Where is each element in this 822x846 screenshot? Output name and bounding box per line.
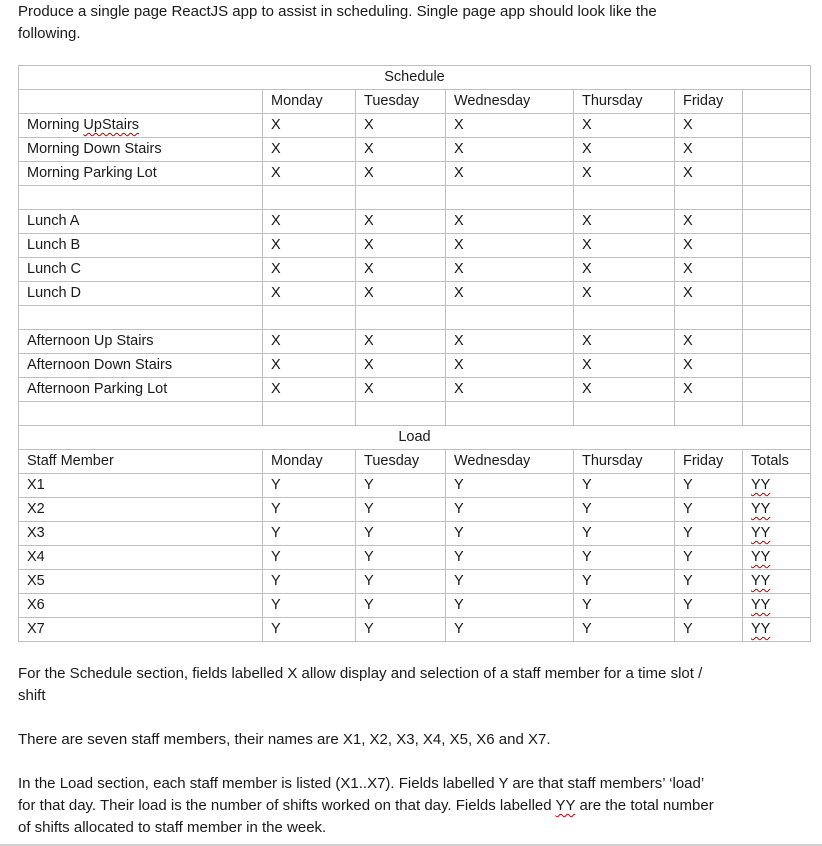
schedule-row bbox=[19, 282, 811, 306]
weekly-total-value: YY bbox=[751, 621, 771, 637]
shift-slot-select[interactable]: X bbox=[574, 138, 675, 162]
shift-slot-select[interactable]: X bbox=[263, 234, 356, 258]
daily-load: Y bbox=[263, 618, 356, 642]
weekly-total-value: YY bbox=[751, 597, 771, 613]
schedule-row bbox=[19, 210, 811, 234]
spacer-cell bbox=[743, 306, 811, 330]
schedule-row bbox=[19, 354, 811, 378]
spellcheck-flagged-word: YY bbox=[555, 797, 576, 814]
shift-slot-select[interactable]: X bbox=[356, 210, 446, 234]
spacer-cell bbox=[263, 306, 356, 330]
load-row bbox=[19, 594, 811, 618]
schedule-day-header: Friday bbox=[675, 90, 743, 114]
schedule-day-header: Wednesday bbox=[446, 90, 574, 114]
staff-name: X5 bbox=[19, 570, 263, 594]
daily-load: Y bbox=[263, 522, 356, 546]
spacer-cell bbox=[446, 306, 574, 330]
shift-slot-select[interactable]: X bbox=[263, 114, 356, 138]
shift-slot-select[interactable]: X bbox=[356, 378, 446, 402]
shift-slot-select[interactable]: X bbox=[263, 378, 356, 402]
weekly-total bbox=[743, 474, 811, 498]
shift-label: Afternoon Parking Lot bbox=[19, 378, 263, 402]
daily-load: Y bbox=[446, 618, 574, 642]
load-description-paragraph bbox=[18, 773, 718, 839]
shift-slot-select[interactable]: X bbox=[356, 138, 446, 162]
load-header: Wednesday bbox=[446, 450, 574, 474]
shift-slot-select[interactable]: X bbox=[356, 354, 446, 378]
spacer-cell bbox=[574, 306, 675, 330]
shift-slot-select[interactable]: X bbox=[356, 114, 446, 138]
load-title-row bbox=[19, 426, 811, 450]
shift-slot-select[interactable]: X bbox=[263, 354, 356, 378]
daily-load: Y bbox=[263, 570, 356, 594]
schedule-title: Schedule bbox=[19, 66, 811, 90]
weekly-total bbox=[743, 594, 811, 618]
empty-cell bbox=[743, 378, 811, 402]
shift-slot-select[interactable]: X bbox=[446, 138, 574, 162]
spacer-cell bbox=[356, 186, 446, 210]
shift-slot-select[interactable]: X bbox=[446, 162, 574, 186]
load-header: Monday bbox=[263, 450, 356, 474]
spacer-cell bbox=[446, 186, 574, 210]
empty-cell bbox=[743, 354, 811, 378]
schedule-description-paragraph: For the Schedule section, fields labelled X allow display and selection of a staff member for a time slot / shift bbox=[18, 665, 703, 704]
daily-load: Y bbox=[574, 546, 675, 570]
shift-slot-select[interactable]: X bbox=[675, 282, 743, 306]
daily-load: Y bbox=[356, 594, 446, 618]
shift-slot-select[interactable]: X bbox=[574, 282, 675, 306]
shift-slot-select[interactable]: X bbox=[356, 234, 446, 258]
shift-slot-select[interactable]: X bbox=[574, 234, 675, 258]
schedule-row bbox=[19, 138, 811, 162]
shift-slot-select[interactable]: X bbox=[675, 354, 743, 378]
shift-slot-select[interactable]: X bbox=[446, 258, 574, 282]
spacer-cell bbox=[19, 402, 263, 426]
staff-names-paragraph: There are seven staff members, their names are X1, X2, X3, X4, X5, X6 and X7. bbox=[18, 731, 551, 748]
empty-cell bbox=[743, 234, 811, 258]
shift-label: Lunch B bbox=[19, 234, 263, 258]
empty-cell bbox=[743, 210, 811, 234]
shift-slot-select[interactable]: X bbox=[574, 162, 675, 186]
shift-slot-select[interactable]: X bbox=[675, 378, 743, 402]
schedule-day-header: Thursday bbox=[574, 90, 675, 114]
shift-slot-select[interactable]: X bbox=[263, 330, 356, 354]
weekly-total-value: YY bbox=[751, 525, 771, 541]
shift-label: Lunch A bbox=[19, 210, 263, 234]
schedule-day-header: Tuesday bbox=[356, 90, 446, 114]
weekly-total bbox=[743, 570, 811, 594]
shift-slot-select[interactable]: X bbox=[446, 354, 574, 378]
spacer-cell bbox=[263, 186, 356, 210]
weekly-total bbox=[743, 546, 811, 570]
daily-load: Y bbox=[675, 474, 743, 498]
daily-load: Y bbox=[574, 594, 675, 618]
daily-load: Y bbox=[446, 474, 574, 498]
empty-cell bbox=[743, 114, 811, 138]
shift-slot-select[interactable]: X bbox=[446, 378, 574, 402]
shift-slot-select[interactable]: X bbox=[263, 258, 356, 282]
spacer-cell bbox=[675, 402, 743, 426]
spacer-row bbox=[19, 402, 811, 426]
load-row bbox=[19, 570, 811, 594]
weekly-total-value: YY bbox=[751, 477, 771, 493]
shift-slot-select[interactable]: X bbox=[574, 330, 675, 354]
schedule-day-header-row bbox=[19, 90, 811, 114]
daily-load: Y bbox=[263, 546, 356, 570]
daily-load: Y bbox=[675, 618, 743, 642]
staff-name: X7 bbox=[19, 618, 263, 642]
weekly-total-value: YY bbox=[751, 573, 771, 589]
daily-load: Y bbox=[675, 546, 743, 570]
shift-label: Lunch D bbox=[19, 282, 263, 306]
load-header: Tuesday bbox=[356, 450, 446, 474]
spacer-cell bbox=[675, 306, 743, 330]
spacer-cell bbox=[356, 402, 446, 426]
load-header: Friday bbox=[675, 450, 743, 474]
daily-load: Y bbox=[675, 498, 743, 522]
empty-cell bbox=[743, 258, 811, 282]
shift-label: Afternoon Up Stairs bbox=[19, 330, 263, 354]
shift-slot-select[interactable]: X bbox=[675, 234, 743, 258]
load-description-text: In the Load section, each staff member is listed (X1..X7). Fields labelled Y are that staff members’ ‘load’ for that day. Their load is the number of shifts worked on that day. Fields labelled bbox=[18, 775, 704, 814]
shift-slot-select[interactable]: X bbox=[263, 138, 356, 162]
shift-slot-select[interactable]: X bbox=[356, 162, 446, 186]
spacer-cell bbox=[743, 402, 811, 426]
schedule-row bbox=[19, 162, 811, 186]
shift-label: Morning Down Stairs bbox=[19, 138, 263, 162]
shift-slot-select[interactable]: X bbox=[446, 234, 574, 258]
daily-load: Y bbox=[263, 474, 356, 498]
shift-slot-select[interactable]: X bbox=[356, 282, 446, 306]
daily-load: Y bbox=[446, 570, 574, 594]
daily-load: Y bbox=[356, 618, 446, 642]
spacer-row bbox=[19, 306, 811, 330]
shift-slot-select[interactable]: X bbox=[675, 138, 743, 162]
shift-slot-select[interactable]: X bbox=[446, 210, 574, 234]
shift-slot-select[interactable]: X bbox=[675, 162, 743, 186]
shift-slot-select[interactable]: X bbox=[446, 330, 574, 354]
daily-load: Y bbox=[356, 522, 446, 546]
load-description-text: are the total number of shifts allocated to staff member in the week. bbox=[18, 797, 714, 836]
shift-label-text: Morning bbox=[27, 117, 84, 133]
empty-cell bbox=[743, 162, 811, 186]
daily-load: Y bbox=[446, 594, 574, 618]
shift-label: Morning Parking Lot bbox=[19, 162, 263, 186]
schedule-row bbox=[19, 234, 811, 258]
daily-load: Y bbox=[446, 522, 574, 546]
schedule-load-table bbox=[18, 65, 811, 642]
daily-load: Y bbox=[356, 546, 446, 570]
daily-load: Y bbox=[356, 474, 446, 498]
schedule-row bbox=[19, 258, 811, 282]
empty-cell bbox=[743, 282, 811, 306]
daily-load: Y bbox=[446, 546, 574, 570]
shift-slot-select[interactable]: X bbox=[446, 114, 574, 138]
shift-slot-select[interactable]: X bbox=[675, 114, 743, 138]
shift-slot-select[interactable]: X bbox=[263, 210, 356, 234]
load-header: Thursday bbox=[574, 450, 675, 474]
daily-load: Y bbox=[356, 498, 446, 522]
shift-slot-select[interactable]: X bbox=[574, 210, 675, 234]
daily-load: Y bbox=[675, 522, 743, 546]
shift-label: Lunch C bbox=[19, 258, 263, 282]
empty-cell bbox=[743, 330, 811, 354]
spacer-row bbox=[19, 186, 811, 210]
shift-slot-select[interactable]: X bbox=[356, 258, 446, 282]
daily-load: Y bbox=[263, 594, 356, 618]
weekly-total-value: YY bbox=[751, 501, 771, 517]
load-row bbox=[19, 474, 811, 498]
load-header: Totals bbox=[743, 450, 811, 474]
schedule-title-row bbox=[19, 66, 811, 90]
shift-slot-select[interactable]: X bbox=[356, 330, 446, 354]
spacer-cell bbox=[263, 402, 356, 426]
schedule-row bbox=[19, 114, 811, 138]
spacer-cell bbox=[446, 402, 574, 426]
weekly-total-value: YY bbox=[751, 549, 771, 565]
shift-slot-select[interactable]: X bbox=[574, 258, 675, 282]
schedule-row bbox=[19, 378, 811, 402]
weekly-total bbox=[743, 522, 811, 546]
shift-slot-select[interactable]: X bbox=[574, 114, 675, 138]
spacer-cell bbox=[19, 306, 263, 330]
schedule-day-header: Monday bbox=[263, 90, 356, 114]
shift-slot-select[interactable]: X bbox=[574, 354, 675, 378]
intro-paragraph: Produce a single page ReactJS app to assist in scheduling. Single page app should look like the following. bbox=[18, 3, 657, 42]
schedule-day-header bbox=[743, 90, 811, 114]
daily-load: Y bbox=[574, 474, 675, 498]
schedule-row bbox=[19, 330, 811, 354]
daily-load: Y bbox=[446, 498, 574, 522]
daily-load: Y bbox=[574, 522, 675, 546]
spacer-cell bbox=[743, 186, 811, 210]
daily-load: Y bbox=[263, 498, 356, 522]
spacer-cell bbox=[675, 186, 743, 210]
weekly-total bbox=[743, 498, 811, 522]
spellcheck-flagged-word: UpStairs bbox=[83, 117, 140, 133]
staff-name: X4 bbox=[19, 546, 263, 570]
daily-load: Y bbox=[356, 570, 446, 594]
daily-load: Y bbox=[574, 498, 675, 522]
empty-cell bbox=[743, 138, 811, 162]
shift-slot-select[interactable]: X bbox=[263, 282, 356, 306]
daily-load: Y bbox=[675, 570, 743, 594]
schedule-corner-cell bbox=[19, 90, 263, 114]
shift-slot-select[interactable]: X bbox=[574, 378, 675, 402]
load-title: Load bbox=[19, 426, 811, 450]
staff-name: X6 bbox=[19, 594, 263, 618]
shift-slot-select[interactable]: X bbox=[263, 162, 356, 186]
shift-label bbox=[19, 114, 263, 138]
staff-name: X1 bbox=[19, 474, 263, 498]
spacer-cell bbox=[574, 186, 675, 210]
staff-name: X3 bbox=[19, 522, 263, 546]
shift-slot-select[interactable]: X bbox=[675, 258, 743, 282]
daily-load: Y bbox=[574, 618, 675, 642]
daily-load: Y bbox=[675, 594, 743, 618]
spacer-cell bbox=[574, 402, 675, 426]
shift-label: Afternoon Down Stairs bbox=[19, 354, 263, 378]
spacer-cell bbox=[356, 306, 446, 330]
staff-name: X2 bbox=[19, 498, 263, 522]
shift-slot-select[interactable]: X bbox=[675, 210, 743, 234]
shift-slot-select[interactable]: X bbox=[446, 282, 574, 306]
load-header-row bbox=[19, 450, 811, 474]
weekly-total bbox=[743, 618, 811, 642]
load-row bbox=[19, 546, 811, 570]
shift-slot-select[interactable]: X bbox=[675, 330, 743, 354]
load-header: Staff Member bbox=[19, 450, 263, 474]
spacer-cell bbox=[19, 186, 263, 210]
daily-load: Y bbox=[574, 570, 675, 594]
load-row bbox=[19, 522, 811, 546]
load-row bbox=[19, 618, 811, 642]
load-row bbox=[19, 498, 811, 522]
